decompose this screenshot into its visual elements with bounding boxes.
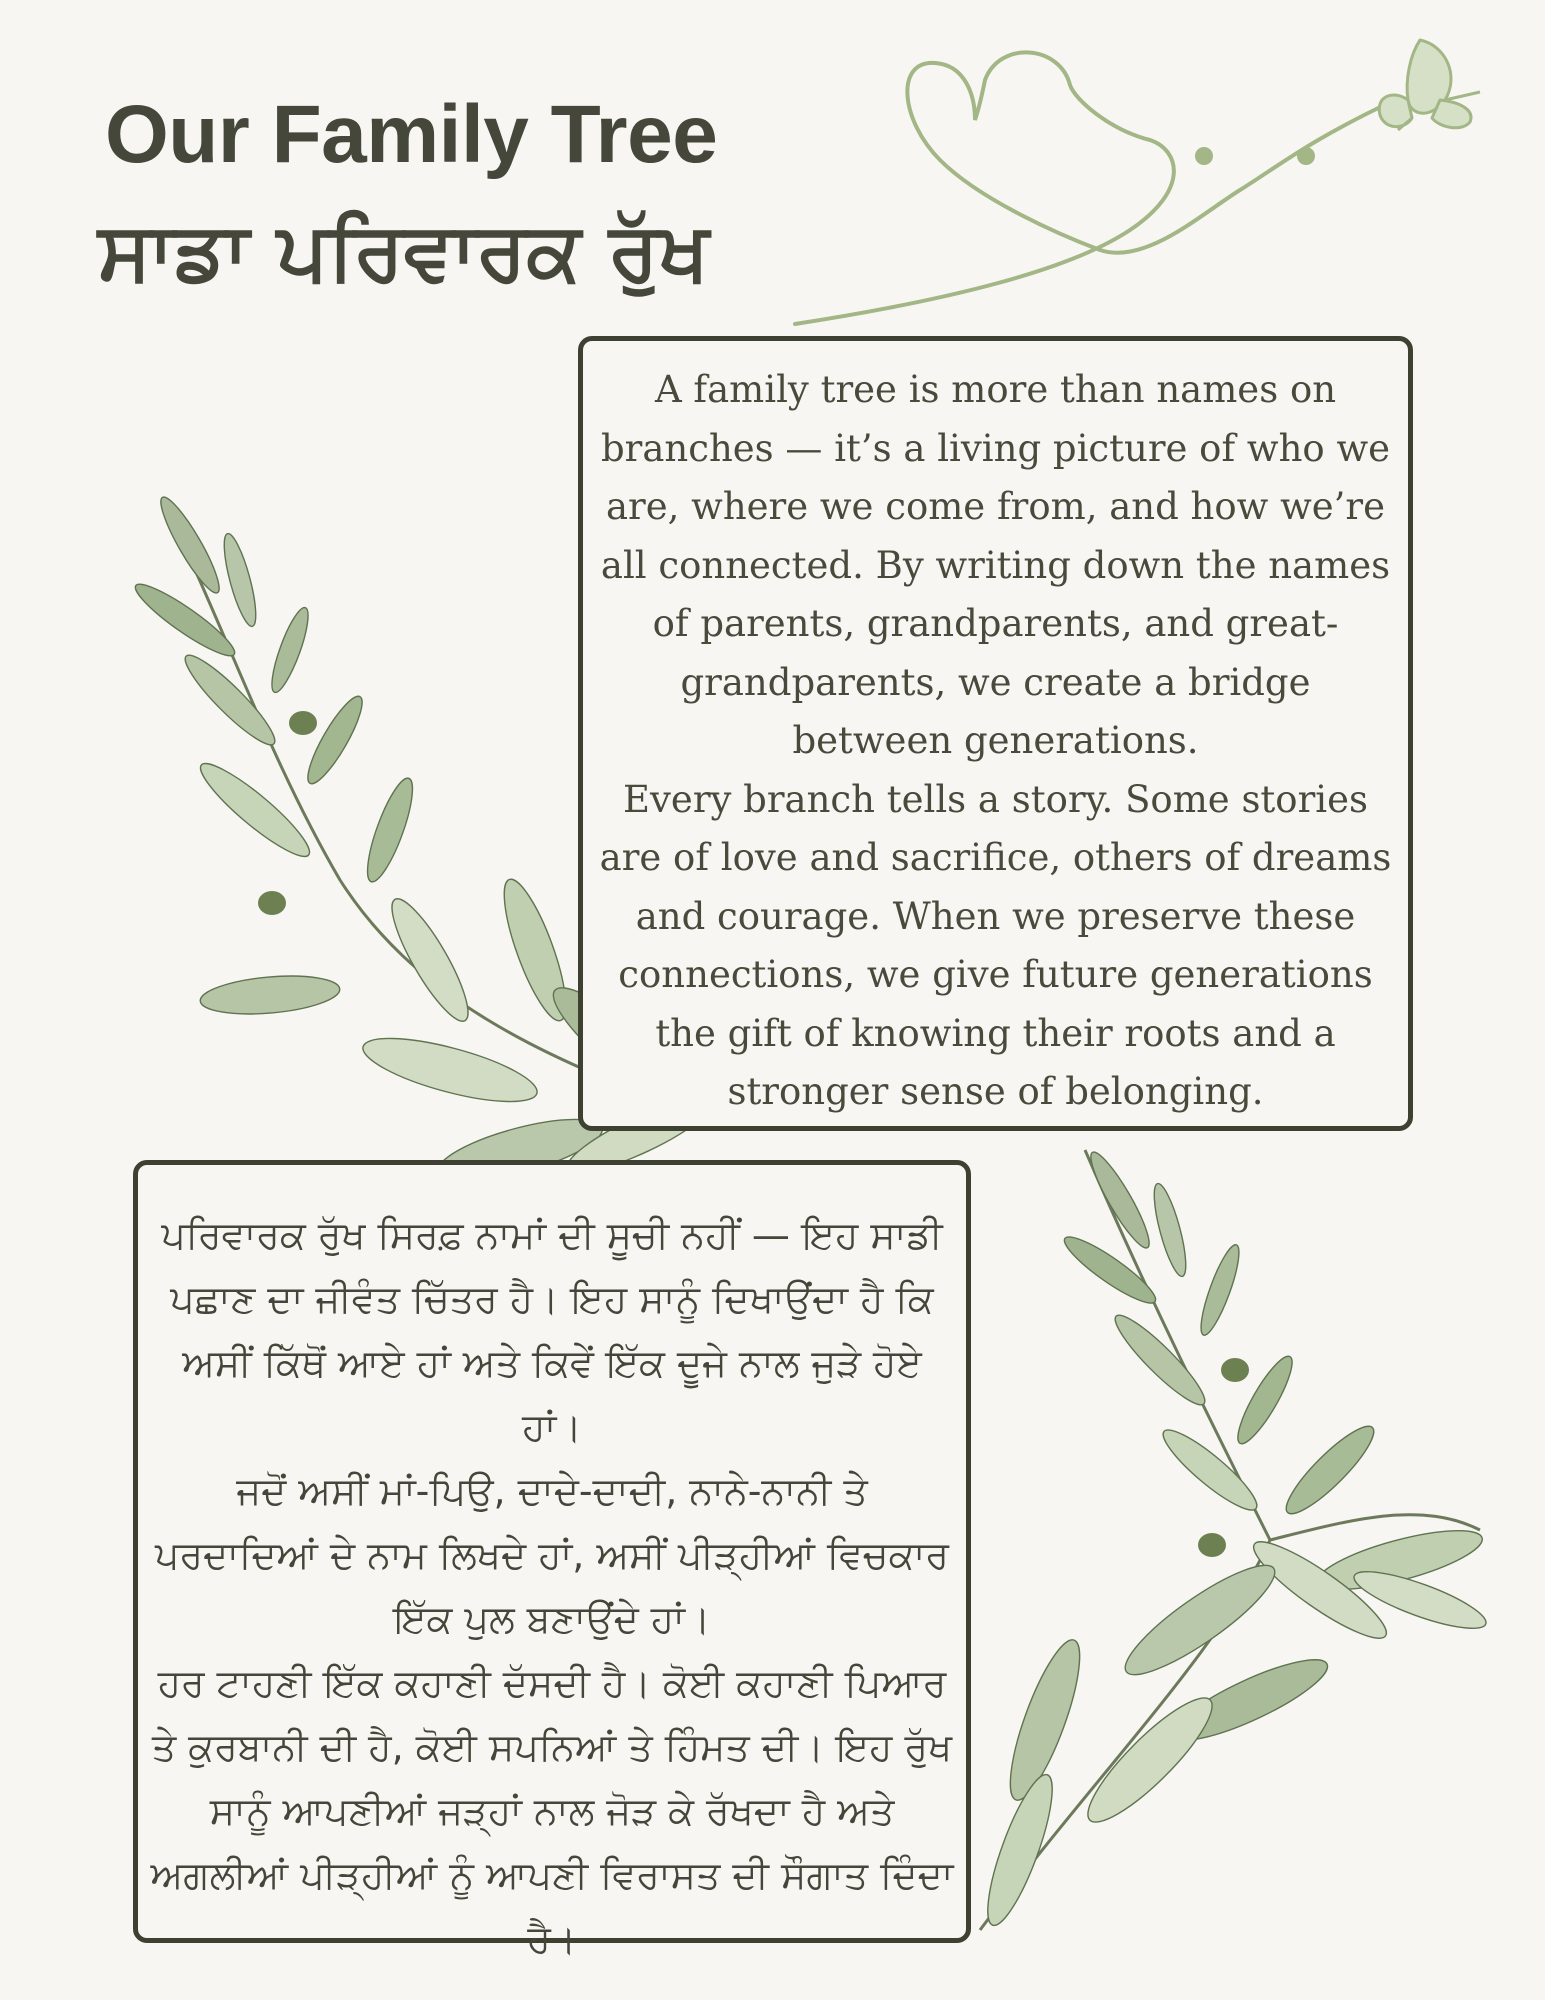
punjabi-text-box <box>133 1160 971 1961</box>
olive-branch-icon <box>976 1147 1492 1931</box>
page-title-punjabi: ਸਾਡਾ ਪਰਿਵਾਰਕ ਰੁੱਖ <box>98 205 710 298</box>
english-paragraph: Every branch tells a story. Some stories are of love and sacrifice, others of dreams and courage. When we preserve these connections, we give future generations the gift of knowing their roots and a stronger sense of belonging. <box>599 777 1392 1113</box>
punjabi-paragraph: ਪਰਿਵਾਰਕ ਰੁੱਖ ਸਿਰਫ਼ ਨਾਮਾਂ ਦੀ ਸੂਚੀ ਨਹੀਂ — ਇਹ ਸਾਡੀ ਪਛਾਣ ਦਾ ਜੀਵੰਤ ਚਿੱਤਰ ਹੈ। ਇਹ ਸਾਨੂੰ ਦਿਖਾਉਂਦਾ ਹੈ ਕਿ ਅਸੀਂ ਕਿੱਥੋਂ ਆਏ ਹਾਂ ਅਤੇ ਕਿਵੇਂ ਇੱਕ ਦੂਜੇ ਨਾਲ ਜੁੜੇ ਹੋਏ ਹਾਂ। <box>161 1213 943 1449</box>
punjabi-paragraph: ਹਰ ਟਾਹਣੀ ਇੱਕ ਕਹਾਣੀ ਦੱਸਦੀ ਹੈ। ਕੋਈ ਕਹਾਣੀ ਪਿਆਰ ਤੇ ਕੁਰਬਾਨੀ ਦੀ ਹੈ, ਕੋਈ ਸਪਨਿਆਂ ਤੇ ਹਿੰਮਤ ਦੀ। ਇਹ ਰੁੱਖ ਸਾਨੂੰ ਆਪਣੀਆਂ ਜੜ੍ਹਾਂ ਨਾਲ ਜੋੜ ਕੇ ਰੱਖਦਾ ਹੈ ਅਤੇ ਅਗਲੀਆਂ ਪੀੜ੍ਹੀਆਂ ਨੂੰ ਆਪਣੀ ਵਿਰਾਸਤ ਦੀ ਸੌਗਾਤ ਦਿੰਦਾ ਹੈ। <box>150 1661 954 1961</box>
page-title: Our Family Tree <box>105 89 718 180</box>
english-paragraph: A family tree is more than names on branches — it’s a living picture of who we are, where we come from, and how we’re all connected. By writing down the names of parents, grandparents, and great-grandparents, we create a bridge between generations. <box>600 368 1391 762</box>
dot-icon <box>1297 147 1315 165</box>
dot-icon <box>1195 147 1213 165</box>
heart-line-icon <box>795 52 1395 324</box>
punjabi-paragraph: ਜਦੋਂ ਅਸੀਂ ਮਾਂ-ਪਿਉ, ਦਾਦੇ-ਦਾਦੀ, ਨਾਨੇ-ਨਾਨੀ ਤੇ ਪਰਦਾਦਿਆਂ ਦੇ ਨਾਮ ਲਿਖਦੇ ਹਾਂ, ਅਸੀਂ ਪੀੜ੍ਹੀਆਂ ਵਿਚਕਾਰ ਇੱਕ ਪੁਲ ਬਣਾਉਂਦੇ ਹਾਂ। <box>154 1469 949 1641</box>
butterfly-icon <box>1379 40 1480 130</box>
english-text-box <box>578 336 1413 1131</box>
